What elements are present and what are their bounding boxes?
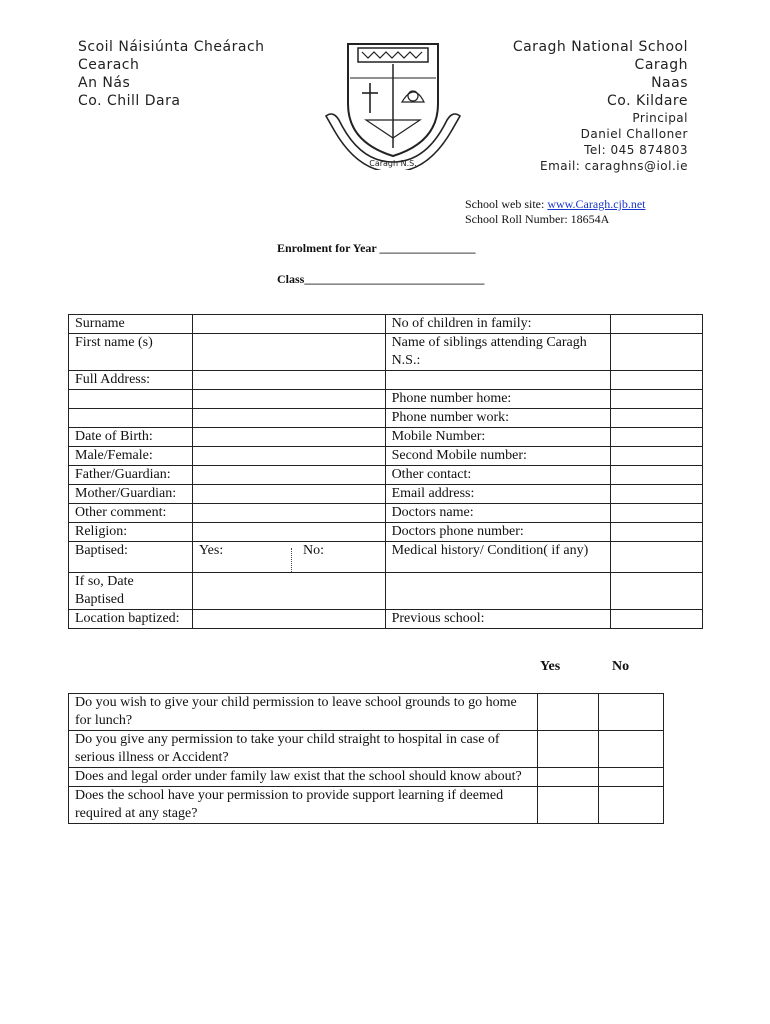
second-mobile-label: Second Mobile number:	[385, 447, 611, 466]
no-column-header: No	[612, 659, 630, 674]
table-row	[69, 315, 703, 334]
legal-order-yes-checkbox[interactable]	[538, 768, 599, 787]
first-name-input[interactable]	[192, 334, 385, 371]
roll-number: School Roll Number: 18654A	[465, 212, 610, 226]
baptised-yes-option[interactable]: Yes:	[198, 543, 224, 558]
medical-input[interactable]	[611, 542, 703, 573]
surname-label: Surname	[69, 315, 193, 334]
irish-address	[78, 38, 265, 110]
mobile-label: Mobile Number:	[385, 428, 611, 447]
school-crest-logo	[320, 38, 465, 170]
table-row	[69, 731, 664, 768]
medical-input-2[interactable]	[385, 573, 611, 610]
school-town: Caragh	[634, 57, 688, 73]
school-address	[470, 38, 688, 174]
lunch-permission-question: Do you wish to give your child permission to leave school grounds to go home for lunch?	[69, 694, 538, 731]
irish-townland: Cearach	[78, 57, 140, 73]
table-row	[69, 768, 664, 787]
support-learning-yes-checkbox[interactable]	[538, 787, 599, 824]
school-info	[465, 197, 646, 227]
website-link[interactable]: www.Caragh.cjb.net	[547, 197, 646, 211]
lunch-no-checkbox[interactable]	[599, 694, 664, 731]
enrolment-year-field[interactable]: Enrolment for Year ________________	[277, 241, 476, 255]
table-row	[69, 504, 703, 523]
support-learning-question: Does the school have your permission to provide support learning if deemed required at any stage?	[69, 787, 538, 824]
doctor-phone-input[interactable]	[611, 523, 703, 542]
table-row	[69, 573, 703, 610]
mobile-input[interactable]	[611, 428, 703, 447]
phone-work-input[interactable]	[611, 409, 703, 428]
other-contact-input[interactable]	[611, 466, 703, 485]
baptised-choice	[192, 542, 385, 573]
phone-work-label: Phone number work:	[385, 409, 611, 428]
address-line-3[interactable]	[69, 409, 193, 428]
table-row	[69, 334, 703, 371]
address-input-3[interactable]	[192, 409, 385, 428]
date-baptised-input[interactable]	[192, 573, 385, 610]
phone-home-label: Phone number home:	[385, 390, 611, 409]
table-row	[69, 447, 703, 466]
doctor-label: Doctors name:	[385, 504, 611, 523]
hospital-yes-checkbox[interactable]	[538, 731, 599, 768]
email-label: Email address:	[385, 485, 611, 504]
other-comment-input[interactable]	[192, 504, 385, 523]
date-baptised-label: If so, Date Baptised	[69, 573, 193, 610]
second-mobile-input[interactable]	[611, 447, 703, 466]
crest-motto: Caragh N.S.	[369, 159, 417, 168]
address-line-2[interactable]	[69, 390, 193, 409]
blank-input[interactable]	[611, 371, 703, 390]
siblings-input[interactable]	[611, 334, 703, 371]
email-input[interactable]	[611, 485, 703, 504]
phone-home-input[interactable]	[611, 390, 703, 409]
irish-county: Co. Chill Dara	[78, 93, 181, 109]
hospital-permission-question: Do you give any permission to take your child straight to hospital in case of serious illness or Accident?	[69, 731, 538, 768]
principal-name: Daniel Challoner	[580, 127, 688, 141]
other-contact-label: Other contact:	[385, 466, 611, 485]
hospital-no-checkbox[interactable]	[599, 731, 664, 768]
yes-no-divider	[291, 548, 293, 572]
yes-column-header: Yes	[540, 659, 561, 674]
mother-input[interactable]	[192, 485, 385, 504]
legal-order-no-checkbox[interactable]	[599, 768, 664, 787]
previous-school-input[interactable]	[611, 610, 703, 629]
irish-school-name: Scoil Náisiúnta Cheárach	[78, 39, 265, 55]
mother-label: Mother/Guardian:	[69, 485, 193, 504]
irish-town: An Nás	[78, 75, 131, 91]
school-email: Email: caraghns@iol.ie	[539, 159, 688, 173]
school-county: Co. Kildare	[607, 93, 688, 109]
gender-label: Male/Female:	[69, 447, 193, 466]
table-row	[69, 390, 703, 409]
doctor-phone-label: Doctors phone number:	[385, 523, 611, 542]
table-row	[69, 371, 703, 390]
table-row	[69, 466, 703, 485]
student-details-table	[68, 314, 703, 629]
table-row	[69, 694, 664, 731]
table-row	[69, 787, 664, 824]
dob-input[interactable]	[192, 428, 385, 447]
table-row	[69, 428, 703, 447]
first-name-label: First name (s)	[69, 334, 193, 371]
table-row	[69, 409, 703, 428]
table-row	[69, 610, 703, 629]
dob-label: Date of Birth:	[69, 428, 193, 447]
table-row	[69, 485, 703, 504]
school-phone: Tel: 045 874803	[584, 143, 688, 157]
table-row	[69, 542, 703, 573]
siblings-label: Name of siblings attending Caragh N.S.:	[385, 334, 611, 371]
medical-label: Medical history/ Condition( if any)	[385, 542, 611, 573]
school-name: Caragh National School	[512, 39, 688, 55]
previous-school-label: Previous school:	[385, 610, 611, 629]
blank-label	[385, 371, 611, 390]
address-input-2[interactable]	[192, 390, 385, 409]
religion-input[interactable]	[192, 523, 385, 542]
location-baptized-label: Location baptized:	[69, 610, 193, 629]
children-count-input[interactable]	[611, 315, 703, 334]
religion-label: Religion:	[69, 523, 193, 542]
lunch-yes-checkbox[interactable]	[538, 694, 599, 731]
support-learning-no-checkbox[interactable]	[599, 787, 664, 824]
address-input[interactable]	[192, 371, 385, 390]
doctor-input[interactable]	[611, 504, 703, 523]
father-input[interactable]	[192, 466, 385, 485]
legal-order-question: Does and legal order under family law exist that the school should know about?	[69, 768, 538, 787]
baptised-label: Baptised:	[69, 542, 193, 573]
principal-label: Principal	[632, 111, 688, 125]
surname-input[interactable]	[192, 315, 385, 334]
other-comment-label: Other comment:	[69, 504, 193, 523]
permissions-table	[68, 693, 664, 824]
medical-input-3[interactable]	[611, 573, 703, 610]
children-count-label: No of children in family:	[385, 315, 611, 334]
website-label: School web site:	[465, 197, 545, 211]
school-city: Naas	[651, 75, 688, 91]
address-label: Full Address:	[69, 371, 193, 390]
baptised-no-option[interactable]: No:	[302, 543, 324, 558]
table-row	[69, 523, 703, 542]
father-label: Father/Guardian:	[69, 466, 193, 485]
location-baptized-input[interactable]	[192, 610, 385, 629]
class-field[interactable]: Class______________________________	[277, 272, 485, 286]
gender-input[interactable]	[192, 447, 385, 466]
